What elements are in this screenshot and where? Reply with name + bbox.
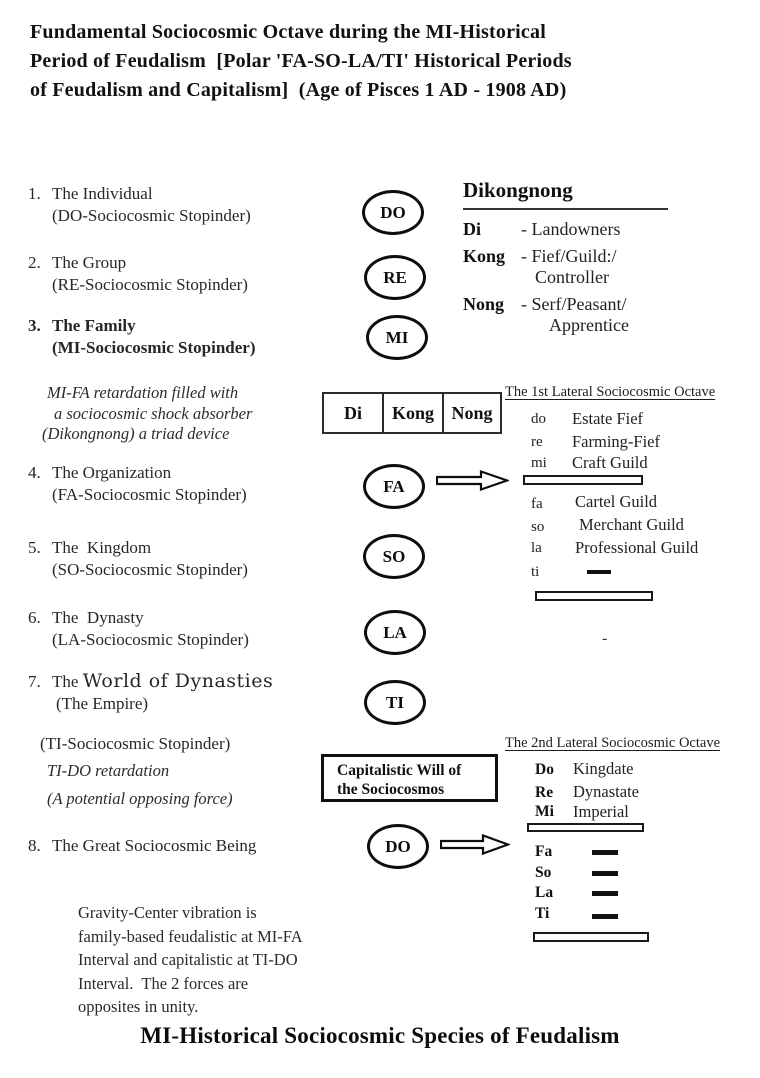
mi-fa-retardation-note bbox=[42, 383, 252, 445]
octave-note: Fa bbox=[535, 843, 553, 860]
note-circle-fa: FA bbox=[363, 464, 425, 509]
item-subtitle: (FA-Sociocosmic Stopinder) bbox=[52, 485, 247, 504]
item-title: The Great Sociocosmic Being bbox=[52, 836, 257, 855]
item-subtitle: (The Empire) bbox=[56, 694, 149, 713]
item-number: 3. bbox=[28, 316, 41, 335]
stopinder-item-2 bbox=[28, 253, 248, 295]
stopinder-item-1 bbox=[28, 184, 251, 226]
item-title: The Kingdom bbox=[52, 538, 152, 557]
octave-value: Kingdate bbox=[573, 759, 634, 778]
legend-definition-continued: Apprentice bbox=[549, 315, 629, 335]
note-line: a sociocosmic shock absorber bbox=[54, 403, 253, 423]
mi-fa-interval-bar bbox=[527, 823, 644, 832]
note-circle-mi: MI bbox=[366, 315, 428, 360]
capitalistic-will-box bbox=[321, 754, 498, 802]
note-circle-do-1: DO bbox=[362, 190, 424, 235]
stopinder-item-4 bbox=[28, 463, 247, 505]
legend-entry-nong bbox=[463, 294, 668, 315]
item-number: 7. bbox=[28, 672, 41, 691]
octave-note: Re bbox=[535, 784, 554, 801]
stopinder-item-3 bbox=[28, 316, 256, 358]
triad-cell-kong: Kong bbox=[382, 394, 442, 432]
octave-note: mi bbox=[531, 455, 547, 471]
item-title: The Group bbox=[52, 253, 127, 272]
legend-entry-di bbox=[463, 219, 668, 240]
ti-do-interval-bar bbox=[533, 932, 649, 942]
octave-note: Ti bbox=[535, 905, 550, 922]
blank-value-dash bbox=[592, 914, 618, 919]
octave-note: ti bbox=[531, 564, 540, 580]
dikongnong-legend bbox=[463, 178, 668, 336]
octave-value: Professional Guild bbox=[575, 538, 699, 557]
item-subtitle: (SO-Sociocosmic Stopinder) bbox=[52, 560, 248, 579]
mi-fa-interval-bar bbox=[523, 475, 643, 485]
octave-note: la bbox=[531, 540, 542, 556]
arrow-right-icon bbox=[436, 469, 509, 497]
octave-value: Estate Fief bbox=[572, 409, 644, 428]
stray-dash: - bbox=[602, 630, 608, 647]
legend-term: Di bbox=[463, 219, 481, 239]
first-lateral-octave bbox=[505, 384, 755, 580]
ti-stopinder-label: (TI-Sociocosmic Stopinder) bbox=[40, 734, 231, 753]
legend-definition: - Fief/Guild:/ bbox=[521, 246, 617, 266]
item-subtitle: (RE-Sociocosmic Stopinder) bbox=[52, 275, 248, 294]
page-title-line-3: of Feudalism and Capitalism] (Age of Pisces 1 AD - 1908 AD) bbox=[30, 79, 567, 101]
legend-term: Nong bbox=[463, 294, 505, 314]
item-title-decorative: World of Dynasties bbox=[82, 670, 274, 692]
second-lateral-octave bbox=[505, 735, 755, 922]
stopinder-item-6 bbox=[28, 608, 249, 650]
item-subtitle: (MI-Sociocosmic Stopinder) bbox=[52, 338, 256, 357]
note-line: TI-DO retardation bbox=[47, 761, 170, 780]
octave-note: So bbox=[535, 864, 552, 881]
item-number: 6. bbox=[28, 608, 41, 627]
item-subtitle: (DO-Sociocosmic Stopinder) bbox=[52, 206, 251, 225]
note-line: MI-FA retardation filled with bbox=[47, 383, 239, 402]
gravity-line: opposites in unity. bbox=[78, 997, 199, 1016]
item-title-prefix: The bbox=[52, 672, 83, 691]
octave-value: Farming-Fief bbox=[572, 432, 660, 451]
legend-definition: - Serf/Peasant/ bbox=[521, 294, 627, 314]
gravity-center-note bbox=[78, 901, 303, 1019]
item-number: 5. bbox=[28, 538, 41, 557]
item-title: The Family bbox=[52, 316, 136, 335]
item-subtitle: (LA-Sociocosmic Stopinder) bbox=[52, 630, 249, 649]
item-number: 4. bbox=[28, 463, 41, 482]
note-line: (A potential opposing force) bbox=[47, 788, 233, 808]
item-number: 8. bbox=[28, 836, 41, 855]
stopinder-item-8 bbox=[28, 836, 256, 856]
octave-note: do bbox=[531, 411, 546, 427]
ti-do-interval-bar bbox=[535, 591, 653, 601]
stopinder-item-7 bbox=[28, 671, 273, 714]
page-title-line-2: Period of Feudalism [Polar 'FA-SO-LA/TI' Historical Periods bbox=[30, 50, 572, 72]
capitalistic-will-line-2: the Sociocosmos bbox=[337, 781, 445, 798]
page-title-line-1: Fundamental Sociocosmic Octave during the MI-Historical bbox=[30, 21, 546, 43]
gravity-line: family-based feudalistic at MI-FA bbox=[78, 926, 303, 946]
triad-cell-nong: Nong bbox=[442, 394, 500, 432]
octave-value: Imperial bbox=[573, 802, 629, 821]
octave-note: Mi bbox=[535, 803, 554, 820]
legend-title: Dikongnong bbox=[463, 178, 573, 202]
legend-term: Kong bbox=[463, 246, 506, 266]
octave-note: so bbox=[531, 519, 545, 535]
legend-definition: - Landowners bbox=[521, 219, 621, 239]
item-title: The Individual bbox=[52, 184, 153, 203]
item-number: 1. bbox=[28, 184, 41, 203]
first-lateral-octave-title: The 1st Lateral Sociocosmic Octave bbox=[505, 384, 716, 400]
note-circle-re: RE bbox=[364, 255, 426, 300]
octave-value: Cartel Guild bbox=[575, 492, 658, 511]
note-line: (Dikongnong) a triad device bbox=[42, 424, 230, 443]
legend-definition-continued: Controller bbox=[535, 267, 609, 287]
octave-value: Dynastate bbox=[573, 782, 639, 801]
gravity-line: Interval and capitalistic at TI-DO bbox=[78, 950, 298, 969]
gravity-line: Gravity-Center vibration is bbox=[78, 903, 257, 922]
legend-entry-kong bbox=[463, 246, 668, 267]
ti-do-retardation-note bbox=[47, 761, 233, 809]
note-circle-do-2: DO bbox=[367, 824, 429, 869]
octave-note: La bbox=[535, 884, 554, 901]
item-number: 2. bbox=[28, 253, 41, 272]
blank-value-dash bbox=[592, 871, 618, 876]
second-lateral-octave-title: The 2nd Lateral Sociocosmic Octave bbox=[505, 735, 721, 751]
octave-value: Merchant Guild bbox=[579, 515, 684, 534]
legend-title-underline bbox=[463, 178, 668, 210]
note-circle-ti: TI bbox=[364, 680, 426, 725]
triad-cell-di: Di bbox=[344, 402, 362, 423]
stopinder-item-5 bbox=[28, 538, 248, 580]
octave-value: Craft Guild bbox=[572, 453, 648, 472]
octave-note: re bbox=[531, 434, 543, 450]
octave-note: fa bbox=[531, 496, 543, 512]
item-title: The Dynasty bbox=[52, 608, 144, 627]
item-title: The Organization bbox=[52, 463, 172, 482]
octave-note: Do bbox=[535, 761, 554, 778]
note-circle-so: SO bbox=[363, 534, 425, 579]
blank-value-dash bbox=[592, 850, 618, 855]
capitalistic-will-line-1: Capitalistic Will of bbox=[337, 762, 462, 779]
triad-table bbox=[322, 392, 502, 434]
gravity-line: Interval. The 2 forces are bbox=[78, 973, 249, 993]
arrow-right-icon bbox=[440, 833, 510, 861]
note-circle-la: LA bbox=[364, 610, 426, 655]
footer-title: MI-Historical Sociocosmic Species of Feudalism bbox=[140, 1023, 620, 1048]
blank-value-dash bbox=[587, 570, 611, 574]
page-title bbox=[30, 18, 745, 105]
blank-value-dash bbox=[592, 891, 618, 896]
